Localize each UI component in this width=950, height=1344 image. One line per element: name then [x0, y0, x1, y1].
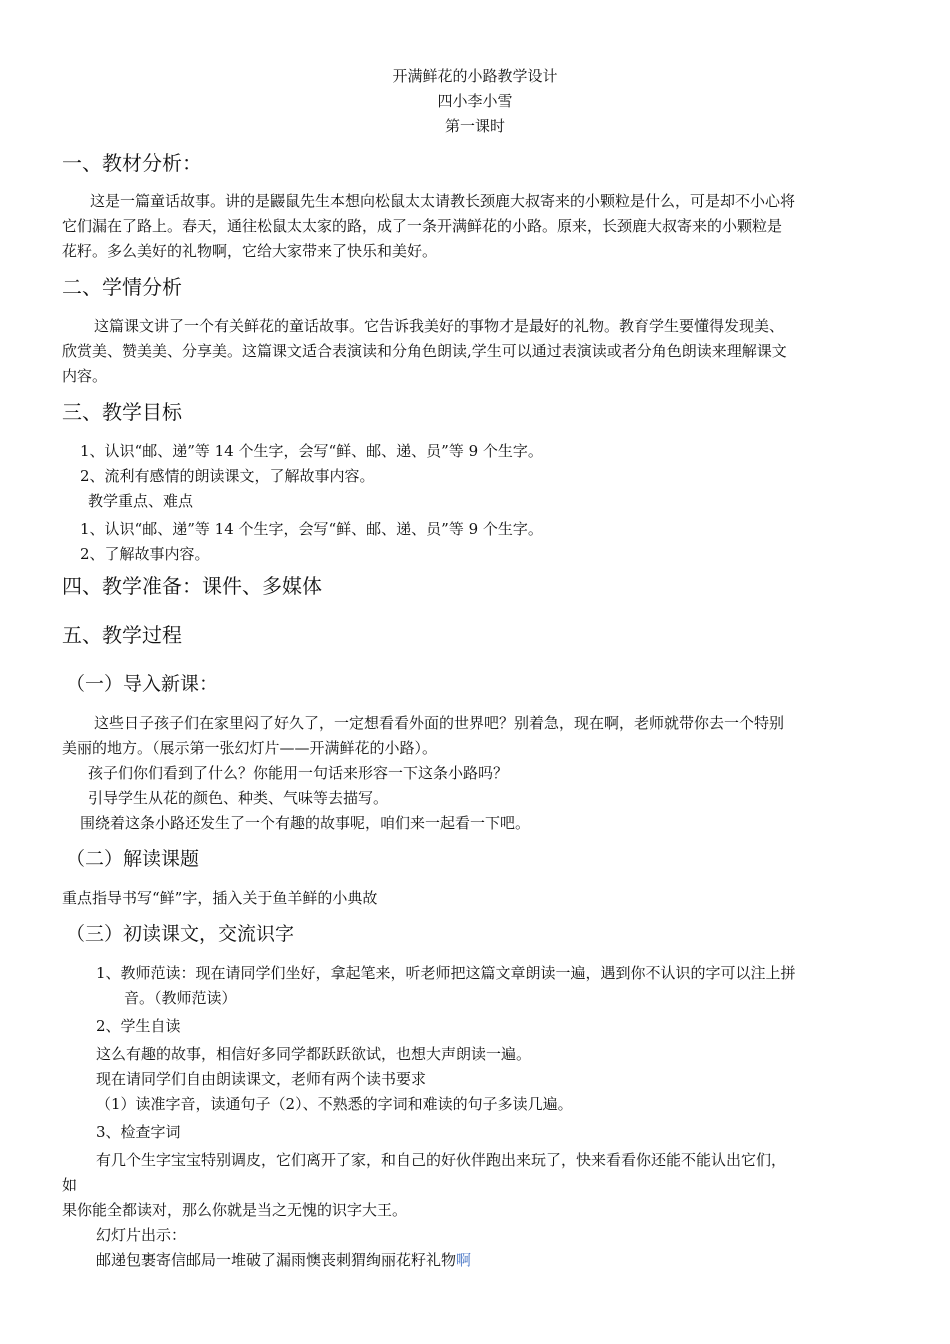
paragraph-line: 有几个生字宝宝特别调皮，它们离开了家，和自己的好伙伴跑出来玩了，快来看看你还能不能认出它们，	[96, 1151, 787, 1169]
paragraph-line: 这篇课文讲了一个有关鲜花的童话故事。它告诉我美好的事物才是最好的礼物。教育学生要懂得发现美、	[94, 317, 785, 335]
step-item: 3、检查字词	[96, 1123, 181, 1141]
paragraph-line: 幻灯片出示：	[96, 1226, 187, 1244]
paragraph-line: 如	[62, 1176, 78, 1194]
paragraph-line: 花籽。多么美好的礼物啊，它给大家带来了快乐和美好。	[62, 242, 438, 260]
word-list-tail: 啊	[456, 1251, 472, 1269]
paragraph-line: 它们漏在了路上。春天，通往松鼠太太家的路，成了一条开满鲜花的小路。原来，长颈鹿大叔寄来的小颗粒是	[62, 217, 783, 235]
word-list	[96, 1250, 471, 1270]
author-line: 四小李小雪	[437, 92, 513, 110]
paragraph-line: 这是一篇童话故事。讲的是鼹鼠先生本想向松鼠太太请教长颈鹿大叔寄来的小颗粒是什么，可是却不小心将	[90, 192, 796, 210]
step-item-continued: 音。（教师范读）	[124, 989, 237, 1007]
step-item: 2、学生自读	[96, 1017, 181, 1035]
subheading-key-points: 教学重点、难点	[88, 492, 194, 510]
paragraph-line: 美丽的地方。（展示第一张幻灯片——开满鲜花的小路）。	[62, 739, 438, 757]
paragraph-line: 欣赏美、赞美美、分享美。这篇课文适合表演读和分角色朗读,学生可以通过表演读或者分角色朗读来理解课文	[62, 342, 787, 360]
key-point-item: 2、了解故事内容。	[80, 545, 210, 563]
section-heading-material: 一、教材分析：	[62, 151, 202, 175]
key-point-item: 1、认识“邮、递”等 14 个生字，会写“鲜、邮、递、员”等 9 个生字。	[80, 520, 543, 538]
step-item: 1、教师范读：现在请同学们坐好，拿起笔来，听老师把这篇文章朗读一遍，遇到你不认识的字可以注上拼	[96, 964, 796, 982]
subsection-heading-reading: （三）初读课文，交流识字	[66, 923, 295, 945]
paragraph-line: 引导学生从花的颜色、种类、气味等去描写。	[88, 789, 389, 807]
paragraph-line: 孩子们你们看到了什么？你能用一句话来形容一下这条小路吗？	[88, 764, 509, 782]
paragraph-line: 这么有趣的故事，相信好多同学都跃跃欲试，也想大声朗读一遍。	[96, 1045, 532, 1063]
paragraph-line: （1）读准字音，读通句子（2）、不熟悉的字词和难读的句子多读几遍。	[96, 1095, 573, 1113]
subsection-heading-title: （二）解读课题	[66, 848, 200, 870]
document-title: 开满鲜花的小路教学设计	[392, 67, 558, 85]
paragraph-line: 围绕着这条小路还发生了一个有趣的故事呢，咱们来一起看一下吧。	[80, 814, 531, 832]
paragraph-line: 这些日子孩子们在家里闷了好久了，一定想看看外面的世界吧？别着急，现在啊，老师就带你去一个特别	[94, 714, 785, 732]
section-heading-goals: 三、教学目标	[62, 400, 182, 424]
lesson-label: 第一课时	[444, 117, 505, 135]
goal-item: 1、认识“邮、递”等 14 个生字，会写“鲜、邮、递、员”等 9 个生字。	[80, 442, 543, 460]
paragraph-line: 重点指导书写“鲜”字，插入关于鱼羊鲜的小典故	[62, 889, 378, 907]
section-heading-students: 二、学情分析	[62, 275, 182, 299]
paragraph-line: 果你能全都读对，那么你就是当之无愧的识字大王。	[62, 1201, 408, 1219]
subsection-heading-intro: （一）导入新课：	[66, 673, 219, 695]
paragraph-line: 现在请同学们自由朗读课文，老师有两个读书要求	[96, 1070, 427, 1088]
section-heading-process: 五、教学过程	[62, 623, 182, 647]
word-list-text: 邮递包裹寄信邮局一堆破了漏雨懊丧刺猬绚丽花籽礼物	[96, 1251, 457, 1269]
goal-item: 2、流利有感情的朗读课文，了解故事内容。	[80, 467, 375, 485]
paragraph-line: 内容。	[62, 367, 108, 385]
section-heading-preparation: 四、教学准备：课件、多媒体	[62, 574, 322, 598]
